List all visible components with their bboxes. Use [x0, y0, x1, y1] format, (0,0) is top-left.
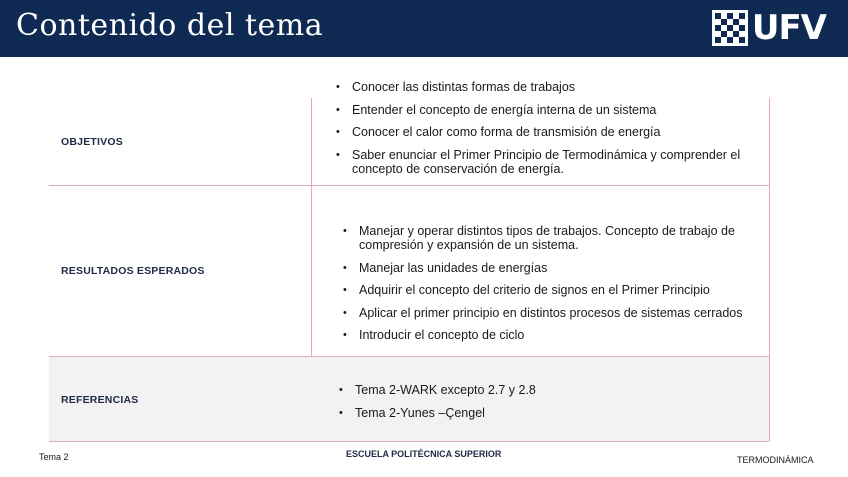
list-item: • Tema 2-WARK excepto 2.7 y 2.8 [339, 383, 739, 397]
list-item: • Conocer las distintas formas de trabajos [336, 80, 756, 94]
footer-school: ESCUELA POLITÉCNICA SUPERIOR [346, 449, 502, 459]
list-item: • Adquirir el concepto del criterio de signos en el Primer Principio [343, 283, 748, 297]
ufv-logo-mark-icon [712, 10, 748, 46]
header-bar [0, 0, 848, 57]
objetivos-label: OBJETIVOS [61, 136, 123, 148]
objetivos-list [336, 80, 756, 184]
list-item: • Conocer el calor como forma de transmisión de energía [336, 125, 756, 139]
resultados-label: RESULTADOS ESPERADOS [61, 265, 205, 277]
list-item: • Tema 2-Yunes –Çengel [339, 406, 739, 420]
list-item: • Manejar y operar distintos tipos de trabajos. Concepto de trabajo de compresión y expansión de un sistema. [343, 224, 748, 252]
list-item: • Introducir el concepto de ciclo [343, 328, 748, 342]
ufv-logo-text: UFV [751, 8, 826, 48]
page-title: Contenido del tema [16, 8, 324, 43]
list-item: • Entender el concepto de energía interna de un sistema [336, 103, 756, 117]
list-item: • Aplicar el primer principio en distintos procesos de sistemas cerrados [343, 306, 748, 320]
resultados-list [343, 224, 748, 351]
footer-topic: Tema 2 [39, 452, 69, 462]
list-item: • Saber enunciar el Primer Principio de Termodinámica y comprender el concepto de conservación de energía. [336, 148, 756, 176]
referencias-list [339, 383, 739, 428]
list-item: • Manejar las unidades de energías [343, 261, 748, 275]
footer-subject: TERMODINÁMICA [737, 455, 814, 465]
ufv-logo [712, 10, 826, 46]
table-right-border [769, 98, 770, 441]
referencias-label: REFERENCIAS [61, 394, 139, 406]
